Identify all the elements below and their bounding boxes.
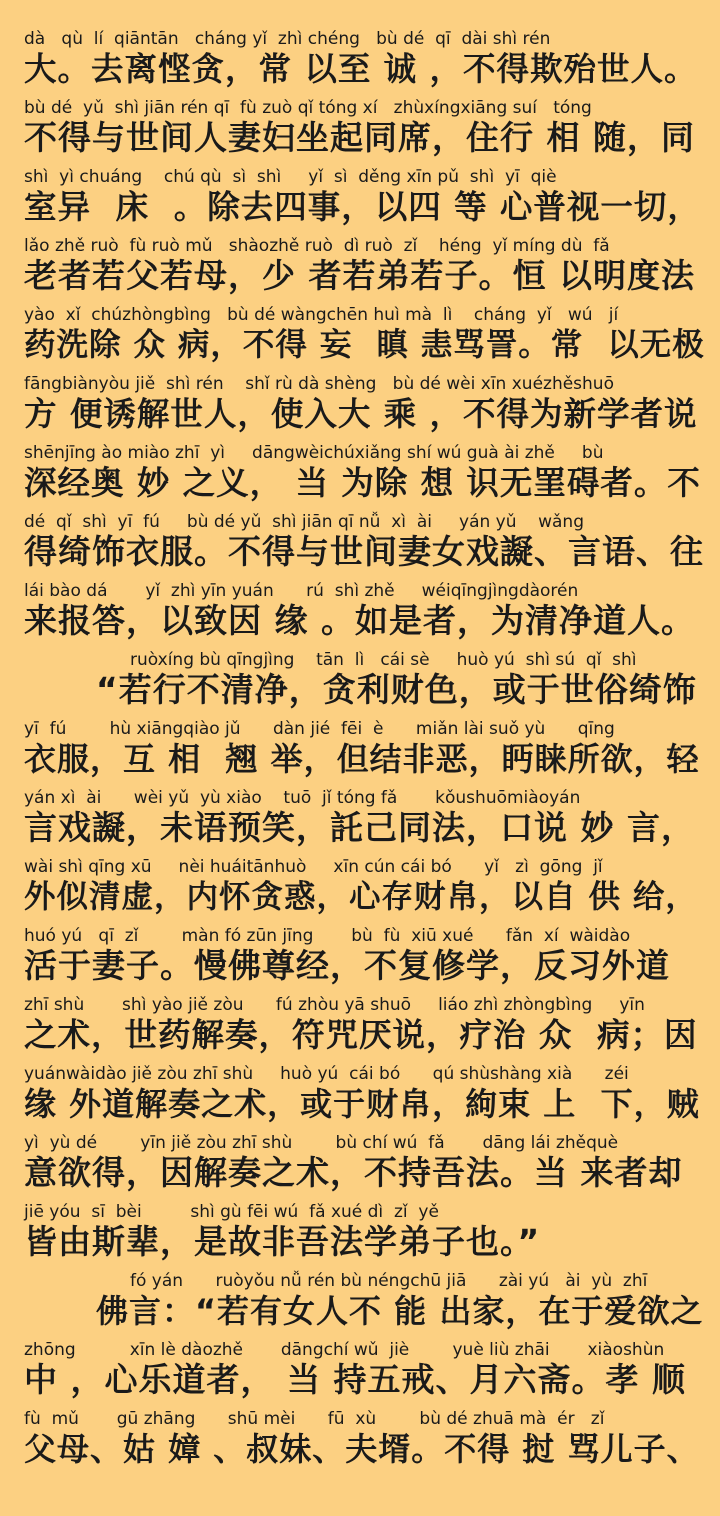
pinyin-row: zhī shù shì yào jiě zòu fú zhòu yā shuō liáo zhì zhòngbìng yīn [24, 995, 645, 1015]
hanzi-row: 室异 床 。除去四事，以四 等 心普视一切， [24, 188, 701, 226]
pinyin-row: ruòxíng bù qīngjìng tān lì cái sè huò yú shì sú qǐ shì [130, 650, 637, 670]
hanzi-row: 深经奥 妙 之义， 当 为除 想 识无罣碍者。不 [24, 464, 701, 502]
text-line [0, 787, 720, 856]
pinyin-row: yào xǐ chúzhòngbìng bù dé wàngchēn huì mà lì cháng yǐ wú jí [24, 305, 619, 325]
hanzi-row: 意欲得，因解奏之术，不持吾法。当 来者却 [24, 1153, 683, 1192]
text-line [0, 511, 720, 580]
hanzi-row: 之术，世药解奏，符咒厌说，疗治 众 病；因 [24, 1016, 698, 1054]
text-line [0, 235, 720, 304]
hanzi-row: 皆由斯辈，是故非吾法学弟子也。” [24, 1222, 541, 1261]
text-line [0, 1408, 720, 1477]
text-line [0, 166, 720, 235]
pinyin-row: bù dé yǔ shì jiān rén qī fù zuò qǐ tóng xí zhùxíngxiāng suí tóng [24, 98, 592, 118]
hanzi-row: 得绮饰衣服。不得与世间妻女戏譺、言语、往 [24, 532, 704, 571]
hanzi-row: 外似清虚，内怀贪惑，心存财帛，以自 供 给， [24, 879, 698, 915]
hanzi-row: 衣服，互 相 翘 举，但结非恶，眄睐所欲，轻 [24, 740, 700, 778]
hanzi-row: 佛言：“若有女人不 能 出家，在于爱欲之 [96, 1292, 704, 1330]
text-line [0, 856, 720, 925]
text-line [0, 925, 720, 994]
hanzi-row: 药洗除 众 病，不得 妄 瞋 恚骂詈。常 以无极 [24, 327, 705, 363]
text-line [0, 304, 720, 373]
text-line [0, 994, 720, 1063]
pinyin-row: jiē yóu sī bèi shì gù fēi wú fǎ xué dì zǐ yě [24, 1202, 439, 1222]
text-line [0, 649, 720, 718]
hanzi-row: 不得与世间人妻妇坐起同席，住行 相 随，同 [24, 118, 695, 157]
pinyin-row: shēnjīng ào miào zhī yì dāngwèichúxiǎng shí wú guà ài zhě bù [24, 443, 604, 463]
hanzi-row: “若行不清净，贪利财色，或于世俗绮饰 [96, 670, 697, 709]
text-line [0, 1339, 720, 1408]
pinyin-row: wài shì qīng xū nèi huáitānhuò xīn cún cái bó yǐ zì gōng jǐ [24, 857, 603, 877]
pinyin-row: lái bào dá yǐ zhì yīn yuán rú shì zhě wéiqīngjìngdàorén [24, 581, 579, 601]
hanzi-row: 方 便诱解世人，使入大 乘 ，不得为新学者说 [24, 395, 698, 433]
pinyin-row: yuánwàidào jiě zòu zhī shù huò yú cái bó qú shùshàng xià zéi [24, 1064, 629, 1084]
text-line [0, 580, 720, 649]
text-line [0, 28, 720, 97]
hanzi-row: 言戏譺，未语预笑，託己同法，口说 妙 言， [24, 808, 695, 847]
text-line [0, 1132, 720, 1201]
text-line [0, 442, 720, 511]
hanzi-row: 父母、姑 嫜 、叔妹、夫壻。不得 挝 骂儿子、 [24, 1430, 700, 1468]
hanzi-row: 大。去离悭贪，常 以至 诚 ，不得欺殆世人。 [24, 50, 698, 88]
pinyin-row: fó yán ruòyǒu nǚ rén bù néngchū jiā zài yú ài yù zhī [130, 1271, 648, 1291]
text-line [0, 1270, 720, 1339]
text-line [0, 97, 720, 166]
pinyin-row: yán xì ài wèi yǔ yù xiào tuō jǐ tóng fǎ kǒushuōmiàoyán [24, 788, 581, 808]
pinyin-row: zhōng xīn lè dàozhě dāngchí wǔ jiè yuè liù zhāi xiàoshùn [24, 1340, 665, 1360]
pinyin-row: yì yù dé yīn jiě zòu zhī shù bù chí wú fǎ dāng lái zhěquè [24, 1133, 619, 1153]
pinyin-row: shì yì chuáng chú qù sì shì yǐ sì děng xīn pǔ shì yī qiè [24, 167, 557, 187]
hanzi-row: 来报答，以致因 缘 。如是者，为清净道人。 [24, 601, 695, 640]
text-line [0, 373, 720, 442]
text-line [0, 718, 720, 787]
pinyin-row: dé qǐ shì yī fú bù dé yǔ shì jiān qī nǚ xì ài yán yǔ wǎng [24, 512, 584, 532]
hanzi-row: 活于妻子。慢佛尊经，不复修学，反习外道 [24, 946, 670, 985]
hanzi-row: 老者若父若母，少 者若弟若子。恒 以明度法 [24, 256, 695, 295]
hanzi-row: 中 ，心乐道者， 当 持五戒、月六斋。孝 顺 [24, 1360, 686, 1399]
text-line [0, 1063, 720, 1132]
pinyin-row: yī fú hù xiāngqiào jǔ dàn jié fēi è miǎn lài suǒ yù qīng [24, 719, 615, 739]
pinyin-row: dà qù lí qiāntān cháng yǐ zhì chéng bù dé qī dài shì rén [24, 29, 551, 49]
hanzi-row: 缘 外道解奏之术，或于财帛，絇束 上 下，贼 [24, 1085, 700, 1123]
pinyin-row: fù mǔ gū zhāng shū mèi fū xù bù dé zhuā mà ér zǐ [24, 1409, 605, 1429]
pinyin-row: lǎo zhě ruò fù ruò mǔ shàozhě ruò dì ruò zǐ héng yǐ míng dù fǎ [24, 236, 610, 256]
pinyin-row: fāngbiànyòu jiě shì rén shǐ rù dà shèng bù dé wèi xīn xuézhěshuō [24, 374, 614, 394]
text-line [0, 1201, 720, 1270]
pinyin-row: huó yú qī zǐ màn fó zūn jīng bù fù xiū xué fǎn xí wàidào [24, 926, 631, 946]
